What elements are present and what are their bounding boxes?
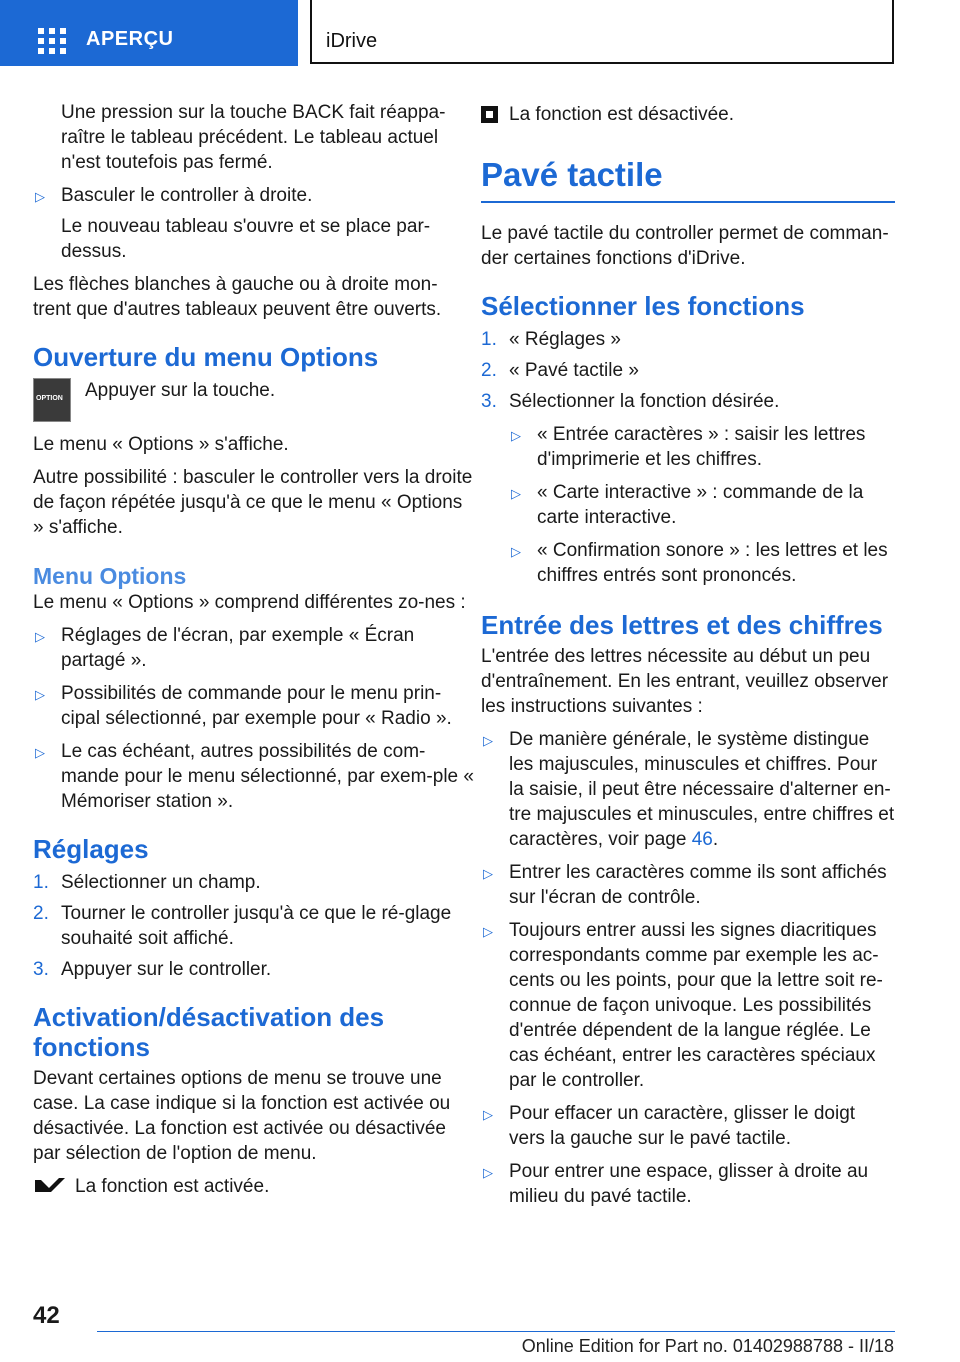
heading-selectionner: Sélectionner les fonctions [481,291,805,321]
bullet-item: ▷ Pour effacer un caractère, glisser le doigt vers la gauche sur le pavé tactile. [481,1101,895,1151]
checkmark-icon [33,1176,67,1196]
bullet-item: ▷ Possibilités de commande pour le menu prin-cipal sélectionné, par exemple pour « Radio ». [33,681,475,731]
paragraph: Une pression sur la touche BACK fait réappa-raître le tableau précédent. Le tableau actuel n'est toutefois pas fermé. [61,102,446,173]
step-item: 3. Sélectionner la fonction désirée. [481,391,780,412]
right-column [481,102,895,1209]
paragraph: Le pavé tactile du controller permet de comman-der certaines fonctions d'iDrive. [481,223,889,269]
bullet-item: ▷ Le cas échéant, autres possibilités de com-mande pour le menu sélectionné, par exem-ple « Mémoriser station ». [33,739,475,814]
step-item: 3. Appuyer sur le controller. [33,959,272,980]
unchecked-box-icon [481,106,498,123]
paragraph: Le menu « Options » comprend différentes zo-nes : [33,592,466,613]
bullet-item: ▷ Pour entrer une espace, glisser à droite au milieu du pavé tactile. [481,1159,895,1209]
option-button-icon: OPTION [33,378,71,422]
paragraph: Devant certaines options de menu se trouve une case. La case indique si la fonction est activée ou désactivée. La fonction est activée ou désactivée par sélection de l'option de menu. [33,1068,451,1164]
paragraph: L'entrée des lettres nécessite au début un peu d'entraînement. En les entrant, veuillez observer les instructions suivantes : [481,646,889,717]
footer-edition: Online Edition for Part no. 01402988788 - II/18 [521,1336,894,1356]
paragraph: Le menu « Options » s'affiche. [33,434,289,455]
heading-activation: Activation/désactivation des fonctions [33,1002,385,1062]
sub-bullet-item: ▷ « Confirmation sonore » : les lettres et les chiffres entrés sont prononcés. [509,538,895,588]
bullet-item: ▷ De manière générale, le système distingue les majuscules, minuscules et chiffres. Pour la saisie, il peut être nécessaire d'alterner en-tre majuscules et minuscules, entre chiffres et caractères, voir page 46. [481,727,895,852]
page-number: 42 [33,1302,60,1329]
heading-options: Ouverture du menu Options [33,342,379,372]
paragraph: Les flèches blanches à gauche ou à droite mon-trent que d'autres tableaux peuvent être ouverts. [33,274,442,320]
page-link[interactable]: 46 [691,829,713,850]
heading-reglages: Réglages [33,834,149,864]
activated-row: La fonction est activée. [33,1174,475,1199]
step-item: 1. Sélectionner un champ. [33,872,261,893]
bullet-item: ▷ Toujours entrer aussi les signes diacritiques correspondants comme par exemple les ac-cents ou les points, pour que la lettre soit re-connue de façon univoque. Les possibilités d'entrée dépendent de la langue réglée. Le cas échéant, entrer les caractères spéciaux par le controller. [481,918,895,1093]
heading-menu-options: Menu Options [33,563,187,589]
bullet-item: ▷ Réglages de l'écran, par exemple « Écran partagé ». [33,623,475,673]
paragraph: Autre possibilité : basculer le controller vers la droite de façon répétée jusqu'à ce que le menu « Options » s'affiche. [33,467,473,538]
tab-idrive[interactable] [310,0,894,64]
page-header [0,0,960,66]
bullet-item: ▷ Entrer les caractères comme ils sont affichés sur l'écran de contrôle. [481,860,895,910]
footer-divider [97,1331,895,1332]
bullet-item: ▷ Basculer le controller à droite. [33,183,475,208]
grid-icon [38,28,67,54]
sub-bullet-item: ▷ « Entrée caractères » : saisir les lettres d'imprimerie et les chiffres. [509,422,895,472]
deactivated-row: La fonction est désactivée. [481,102,895,127]
sub-bullet-item: ▷ « Carte interactive » : commande de la carte interactive. [509,480,895,530]
tab-apercu[interactable] [0,0,298,66]
step-item: 1. « Réglages » [481,329,621,350]
paragraph: Le nouveau tableau s'ouvre et se place par-dessus. [61,216,431,262]
option-row [33,378,475,424]
step-item: 2. Tourner le controller jusqu'à ce que le ré-glage souhaité soit affiché. [33,903,452,949]
tab-apercu-label: APERÇU [86,28,174,50]
tab-idrive-label: iDrive [326,30,378,52]
left-column [33,100,475,1199]
press-text: Appuyer sur la touche. [85,380,276,401]
heading-pave-tactile: Pavé tactile [481,155,895,203]
heading-entree: Entrée des lettres et des chiffres [481,610,883,640]
step-item: 2. « Pavé tactile » [481,360,639,381]
